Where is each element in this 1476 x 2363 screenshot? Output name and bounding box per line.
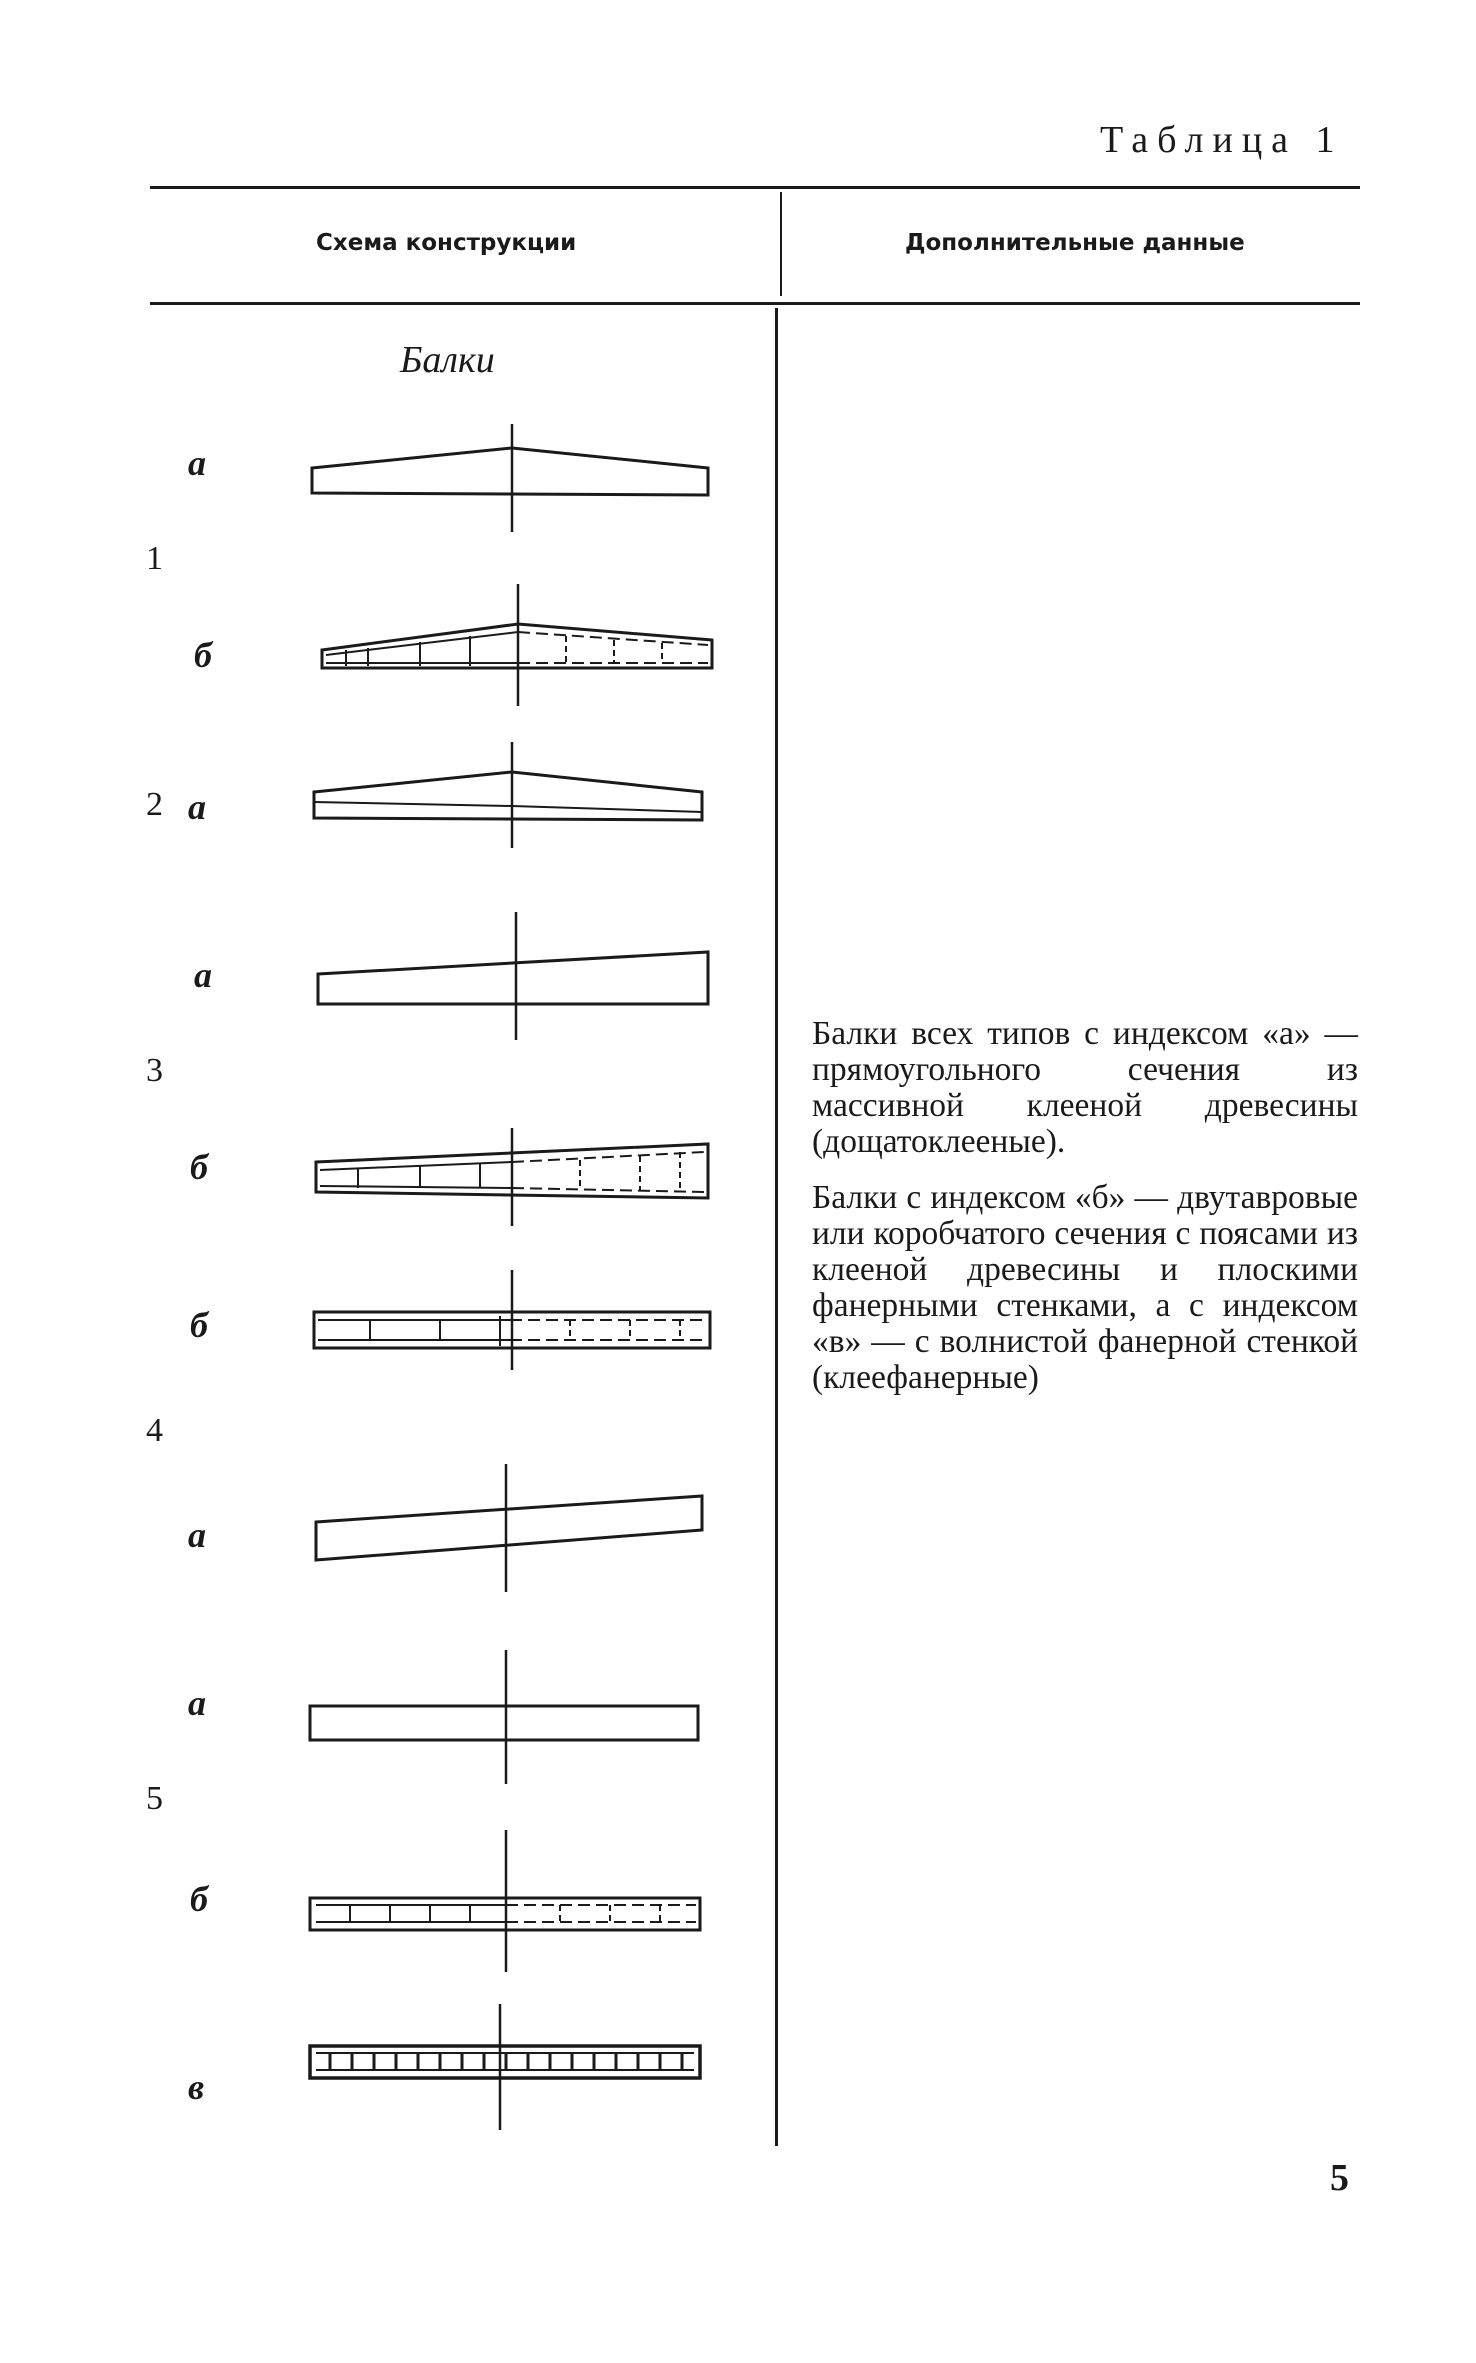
group-label-5: 5 <box>146 1780 163 1817</box>
beam-1b <box>322 584 712 706</box>
beam-5v <box>310 2004 700 2130</box>
index-5b: б <box>190 1879 208 1919</box>
index-2a: а <box>188 787 206 827</box>
section-title: Балки <box>400 339 495 381</box>
beam-3b <box>316 1128 708 1226</box>
beam-4b <box>314 1270 710 1370</box>
group-label-1: 1 <box>146 540 163 577</box>
page-number: 5 <box>1330 2157 1349 2199</box>
column-header-additional: Дополнительные данные <box>905 230 1245 256</box>
index-5a: а <box>188 1683 206 1723</box>
beam-3a <box>318 912 708 1040</box>
beam-1a <box>312 424 708 532</box>
table-title: Таблица 1 <box>1100 119 1344 161</box>
index-1b: б <box>194 635 212 675</box>
index-3b: б <box>190 1147 208 1187</box>
group-label-3: 3 <box>146 1052 163 1089</box>
group-label-4: 4 <box>146 1412 163 1449</box>
note-paragraph-2: Балки с индексом «б» — двутавровые или коробчатого сечения с поясами из клееной древесины и плоскими фанерными стенками, а с индексом «в» — с волнистой фанерной стенкой (клеефанерные) <box>812 1179 1358 1396</box>
column-header-scheme: Схема конструкции <box>316 230 577 256</box>
index-4a: а <box>188 1515 206 1555</box>
beam-4a <box>316 1464 702 1592</box>
beam-2a <box>314 742 702 848</box>
index-5v: в <box>188 2067 205 2107</box>
note-paragraph-1: Балки всех типов с индексом «а» — прямоугольного сечения из массивной клееной древесины (дощатоклееные). <box>812 1015 1358 1160</box>
beam-5a <box>310 1650 698 1784</box>
notes <box>812 1016 1358 1416</box>
group-label-2: 2 <box>146 786 163 823</box>
index-1a: а <box>188 443 206 483</box>
index-3a: а <box>194 955 212 995</box>
index-4b: б <box>190 1305 208 1345</box>
beam-5b <box>310 1830 700 1972</box>
